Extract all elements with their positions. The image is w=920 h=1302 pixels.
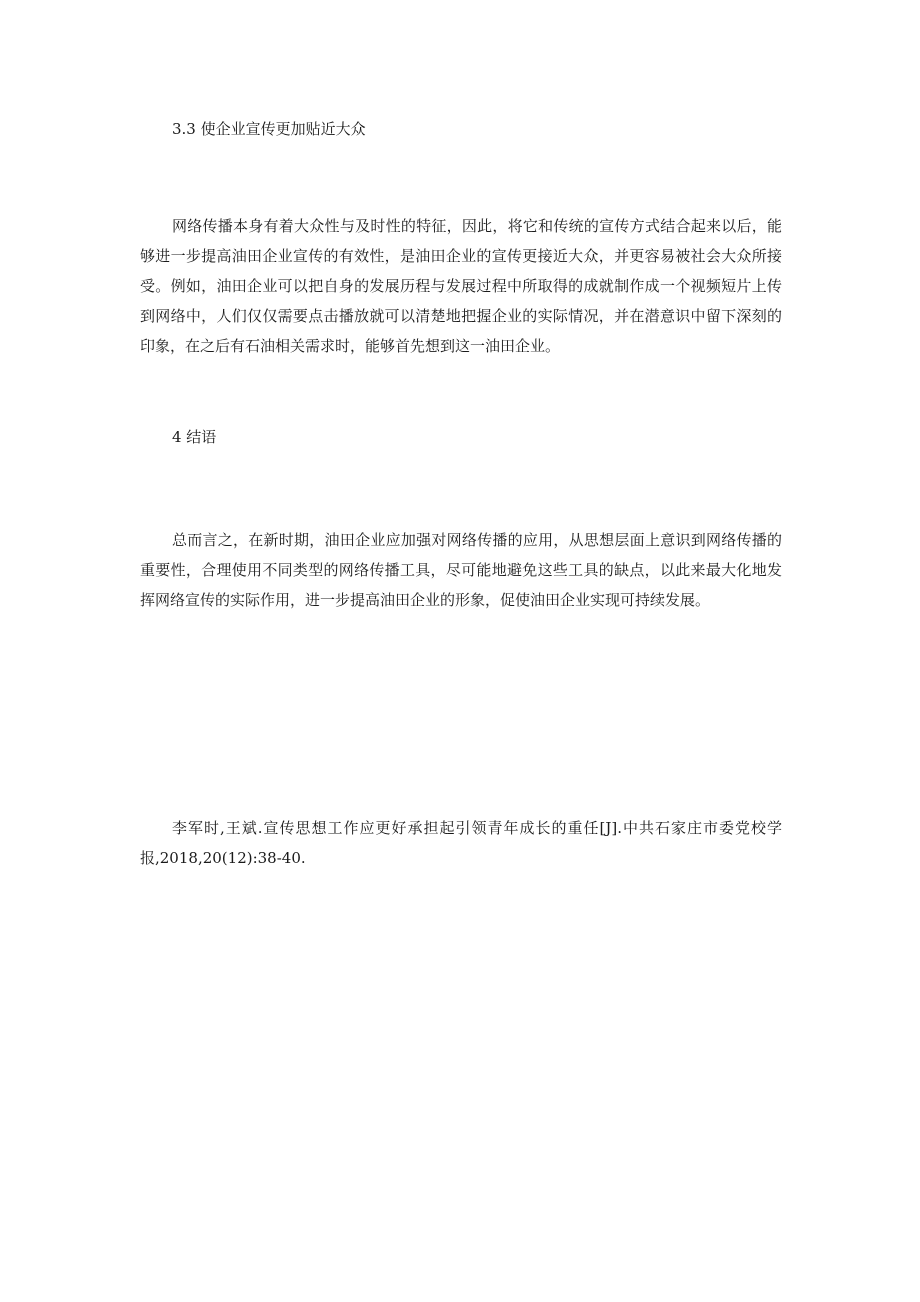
reference-entry: 李军时,王斌.宣传思想工作应更好承担起引领青年成长的重任[J].中共石家庄市委党校学报,2018,20(12):38-40. (140, 819, 782, 867)
section-3-3-heading: 3.3 使企业宣传更加贴近大众 (172, 120, 366, 138)
section-4-paragraph: 总而言之，在新时期，油田企业应加强对网络传播的应用，从思想层面上意识到网络传播的重要性，合理使用不同类型的网络传播工具，尽可能地避免这些工具的缺点，以此来最大化地发挥网络宣传的实际作用，进一步提高油田企业的形象，促使油田企业实现可持续发展。 (140, 531, 782, 609)
section-3-3-paragraph: 网络传播本身有着大众性与及时性的特征，因此，将它和传统的宣传方式结合起来以后，能够进一步提高油田企业宣传的有效性，是油田企业的宣传更接近大众，并更容易被社会大众所接受。例如，油田企业可以把自身的发展历程与发展过程中所取得的成就制作成一个视频短片上传到网络中，人们仅仅需要点击播放就可以清楚地把握企业的实际情况，并在潜意识中留下深刻的印象，在之后有石油相关需求时，能够首先想到这一油田企业。 (140, 217, 782, 355)
section-4-heading: 4 结语 (172, 428, 217, 446)
